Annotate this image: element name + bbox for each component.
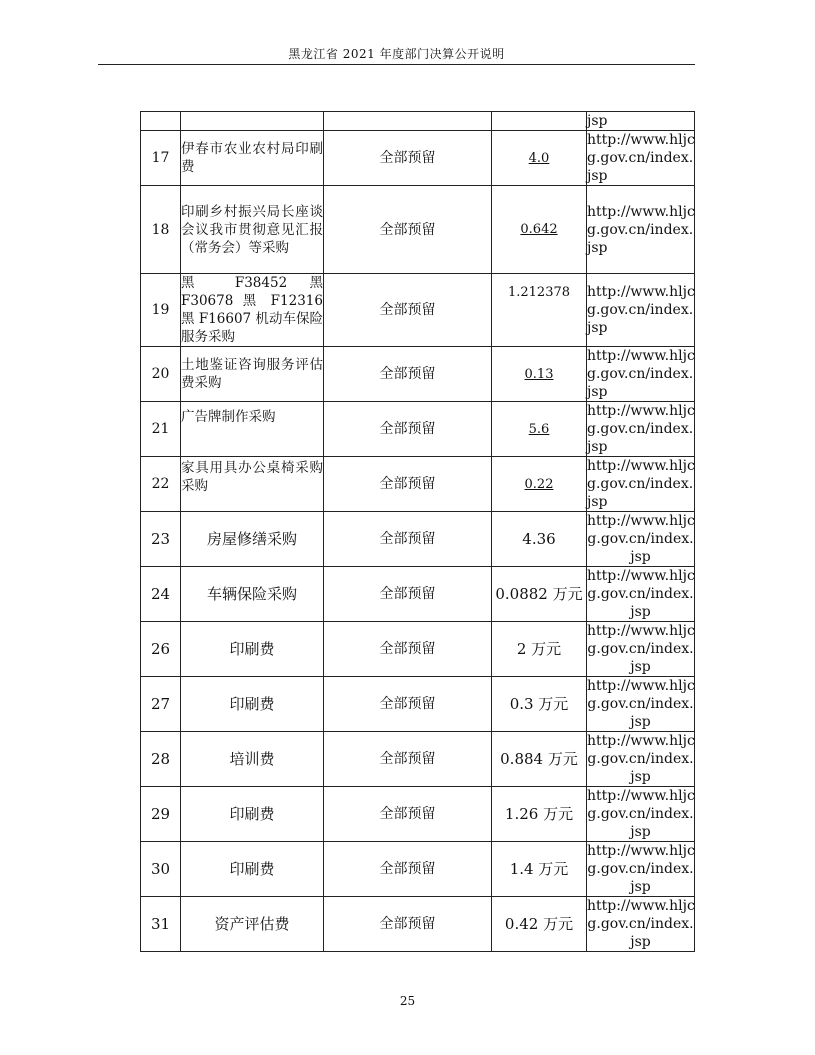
row-number: 26: [141, 622, 181, 677]
table-row: [141, 457, 695, 512]
table-row: [141, 186, 695, 274]
row-method: 全部预留: [324, 402, 492, 457]
header-rule: [98, 64, 695, 65]
row-method: 全部预留: [324, 131, 492, 186]
table-row: [141, 622, 695, 677]
row-amount: 4.36: [492, 512, 587, 567]
row-number: 27: [141, 677, 181, 732]
row-number: 22: [141, 457, 181, 512]
row-amount: 0.22: [492, 457, 587, 512]
row-number: 19: [141, 274, 181, 347]
row-amount: [492, 112, 587, 131]
row-method: 全部预留: [324, 732, 492, 787]
row-item-name: 家具用具办公桌椅采购采购: [181, 457, 324, 512]
row-item-name: 车辆保险采购: [181, 567, 324, 622]
table-row: [141, 512, 695, 567]
row-number: 21: [141, 402, 181, 457]
row-item-name: 黑 F38452 黑 F30678 黑 F12316 黑 F16607 机动车保险服务采购: [181, 275, 323, 345]
row-item-name: 土地鉴证咨询服务评估费采购: [181, 347, 324, 402]
row-method: 全部预留: [324, 186, 492, 274]
row-url: http://www.hljc g.gov.cn/index. jsp: [587, 843, 695, 895]
table-row: [141, 131, 695, 186]
row-amount: 0.13: [492, 347, 587, 402]
row-url: http://www.hljc g.gov.cn/index. jsp: [587, 348, 695, 400]
row-method: 全部预留: [324, 512, 492, 567]
table-row: [141, 112, 695, 131]
row-url: http://www.hljc g.gov.cn/index. jsp: [587, 623, 695, 675]
table-row: [141, 402, 695, 457]
row-method: 全部预留: [324, 457, 492, 512]
table-row: [141, 347, 695, 402]
row-number: 28: [141, 732, 181, 787]
table-row: [141, 897, 695, 952]
table-row: [141, 732, 695, 787]
row-number: 24: [141, 567, 181, 622]
row-item-name: 广告牌制作采购: [181, 402, 324, 457]
row-url: http://www.hljc g.gov.cn/index. jsp: [587, 513, 695, 565]
row-number: 31: [141, 897, 181, 952]
row-url: http://www.hljc g.gov.cn/index. jsp: [587, 733, 695, 785]
row-number: 20: [141, 347, 181, 402]
row-method: 全部预留: [324, 677, 492, 732]
row-item-name: 印刷费: [181, 842, 324, 897]
row-number: [141, 112, 181, 131]
row-amount: 1.26 万元: [492, 787, 587, 842]
row-amount: 0.642: [492, 186, 587, 274]
row-url: http://www.hljc g.gov.cn/index. jsp: [587, 132, 695, 184]
row-amount: 5.6: [492, 402, 587, 457]
table-row: [141, 677, 695, 732]
row-url: http://www.hljc g.gov.cn/index. jsp: [587, 678, 695, 730]
row-item-name: 印刷费: [181, 622, 324, 677]
row-item-name: 伊春市农业农村局印刷费: [181, 131, 324, 186]
row-item-name: 房屋修缮采购: [181, 512, 324, 567]
row-method: 全部预留: [324, 787, 492, 842]
page-number: 25: [399, 994, 416, 1008]
row-item-name: 印刷费: [181, 787, 324, 842]
row-number: 29: [141, 787, 181, 842]
row-url: http://www.hljc g.gov.cn/index. jsp: [587, 274, 695, 347]
row-item-name: 印刷费: [181, 677, 324, 732]
row-method: 全部预留: [324, 622, 492, 677]
row-number: 18: [141, 186, 181, 274]
table-row: [141, 567, 695, 622]
row-number: 23: [141, 512, 181, 567]
row-item-name: [181, 112, 324, 131]
row-number: 17: [141, 131, 181, 186]
procurement-table: [140, 111, 695, 952]
row-amount: 0.42 万元: [492, 897, 587, 952]
page-header-title: 黑龙江省 2021 年度部门决算公开说明: [288, 47, 505, 61]
row-item-name: 印刷乡村振兴局长座谈会议我市贯彻意见汇报（常务会）等采购: [181, 186, 324, 274]
row-item-name: 资产评估费: [181, 897, 324, 952]
row-url: http://www.hljc g.gov.cn/index. jsp: [587, 186, 695, 274]
row-method: 全部预留: [324, 567, 492, 622]
row-url: http://www.hljc g.gov.cn/index. jsp: [587, 458, 695, 510]
row-amount: 0.0882 万元: [492, 567, 587, 622]
row-method: 全部预留: [324, 347, 492, 402]
row-number: 30: [141, 842, 181, 897]
row-url: http://www.hljc g.gov.cn/index. jsp: [587, 898, 695, 950]
table-row: [141, 787, 695, 842]
table-row: [141, 274, 695, 347]
row-method: 全部预留: [324, 842, 492, 897]
table-row: [141, 842, 695, 897]
row-method: 全部预留: [324, 897, 492, 952]
row-amount: 4.0: [492, 131, 587, 186]
row-amount: 2 万元: [492, 622, 587, 677]
row-url: http://www.hljc g.gov.cn/index. jsp: [587, 788, 695, 840]
row-amount: 0.3 万元: [492, 677, 587, 732]
row-item-name: 培训费: [181, 732, 324, 787]
row-amount: 0.884 万元: [492, 732, 587, 787]
row-method: 全部预留: [324, 274, 492, 347]
row-url: http://www.hljc g.gov.cn/index. jsp: [587, 403, 695, 455]
row-url: jsp: [587, 112, 695, 131]
row-amount: 1.4 万元: [492, 842, 587, 897]
row-amount: 1.212378: [492, 274, 587, 347]
row-url: http://www.hljc g.gov.cn/index. jsp: [587, 568, 695, 620]
row-method: [324, 112, 492, 131]
